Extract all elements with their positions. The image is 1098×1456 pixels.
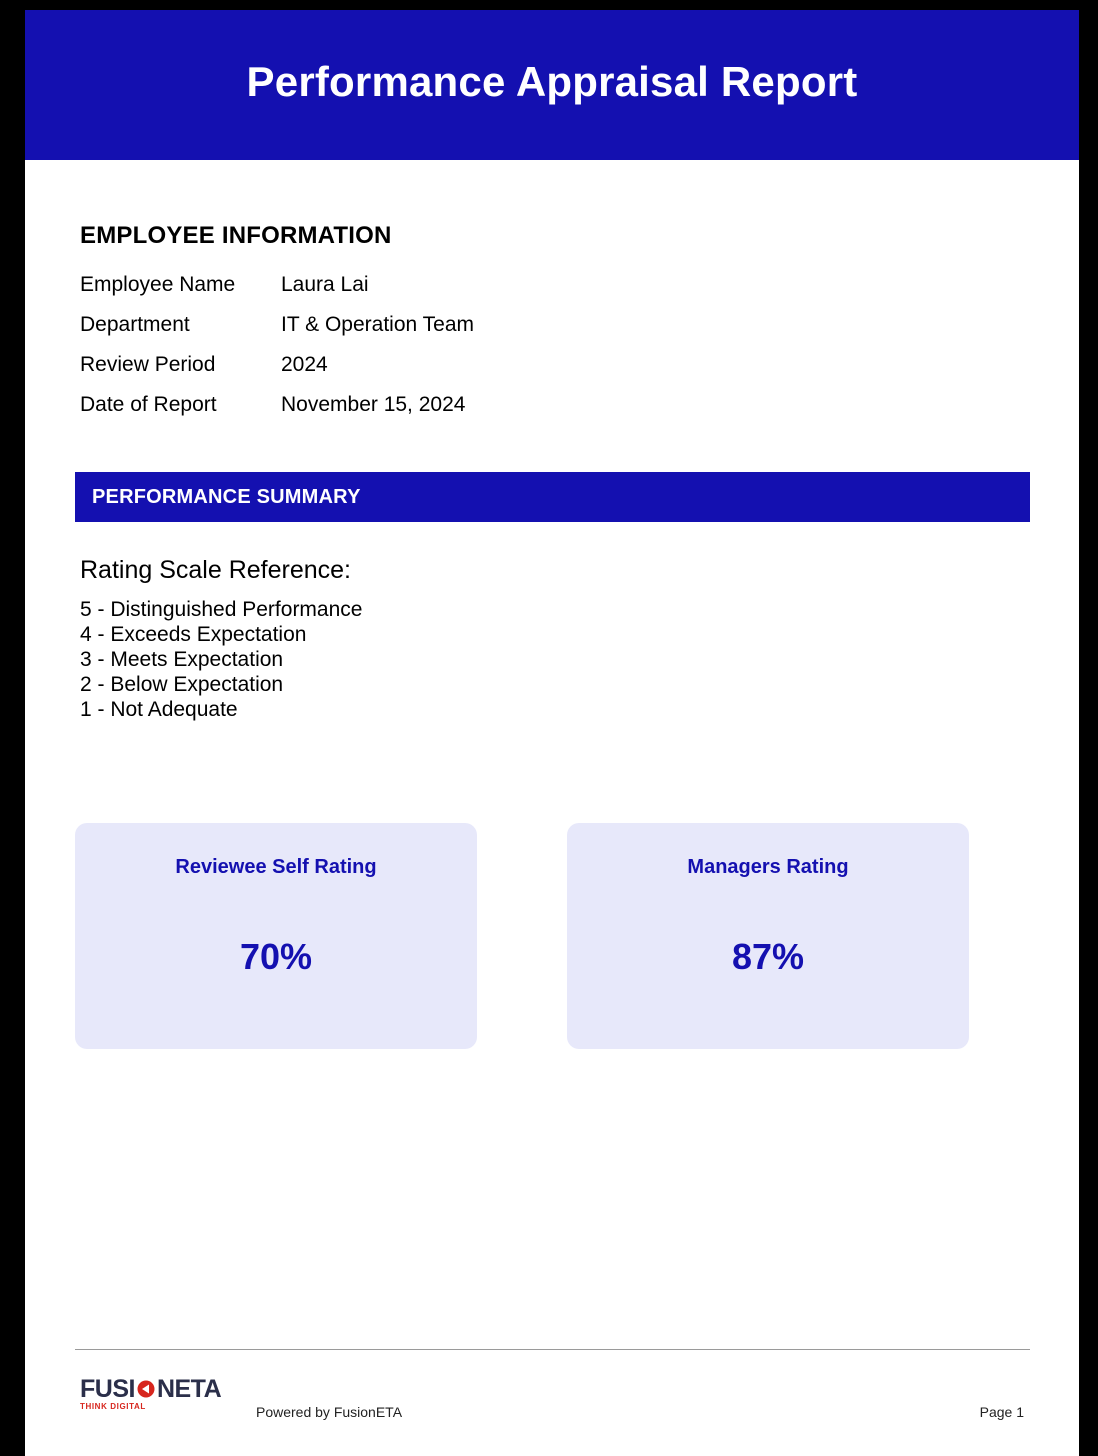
- info-label: Review Period: [80, 353, 216, 376]
- info-row-department: [80, 305, 474, 345]
- performance-summary-heading: PERFORMANCE SUMMARY: [92, 485, 361, 508]
- info-row-employee-name: [80, 265, 474, 305]
- report-page: [25, 10, 1079, 1456]
- employee-info-table: [80, 265, 474, 425]
- info-row-date-of-report: [80, 385, 474, 425]
- performance-summary-bar: [75, 472, 1030, 522]
- footer-divider: [75, 1349, 1030, 1350]
- self-rating-card: [75, 823, 477, 1049]
- info-label: Date of Report: [80, 393, 217, 416]
- self-rating-label: Reviewee Self Rating: [175, 856, 377, 878]
- logo-wordmark: [80, 1376, 225, 1402]
- logo-text-end: NETA: [156, 1375, 222, 1403]
- logo-tagline: THINK DIGITAL: [80, 1402, 146, 1411]
- info-value: Laura Lai: [281, 273, 369, 296]
- manager-rating-card: [567, 823, 969, 1049]
- page-number: Page 1: [979, 1404, 1024, 1420]
- rating-scale-title: Rating Scale Reference:: [80, 556, 351, 584]
- info-label: Department: [80, 313, 190, 336]
- self-rating-value: 70%: [239, 936, 313, 977]
- info-value: November 15, 2024: [281, 393, 466, 416]
- logo-text-start: FUSI: [80, 1375, 135, 1403]
- rating-scale-item: 1 - Not Adequate: [80, 698, 238, 721]
- rating-scale-item: 4 - Exceeds Expectation: [80, 623, 307, 646]
- report-title: Performance Appraisal Report: [246, 58, 858, 105]
- rating-scale-item: 5 - Distinguished Performance: [80, 598, 363, 621]
- report-header: [25, 10, 1079, 160]
- info-label: Employee Name: [80, 273, 236, 296]
- info-row-review-period: [80, 345, 474, 385]
- manager-rating-label: Managers Rating: [687, 856, 849, 878]
- manager-rating-value: 87%: [731, 936, 805, 977]
- rating-scale-item: 2 - Below Expectation: [80, 673, 284, 696]
- rating-scale-list: [80, 597, 362, 722]
- employee-info-heading: EMPLOYEE INFORMATION: [80, 222, 392, 249]
- rating-scale-item: 3 - Meets Expectation: [80, 648, 284, 671]
- fusioneta-logo-icon: [136, 1379, 156, 1399]
- info-value: IT & Operation Team: [281, 313, 474, 336]
- info-value: 2024: [281, 353, 328, 376]
- fusioneta-logo: [80, 1376, 225, 1412]
- powered-by-text: Powered by FusionETA: [256, 1404, 403, 1420]
